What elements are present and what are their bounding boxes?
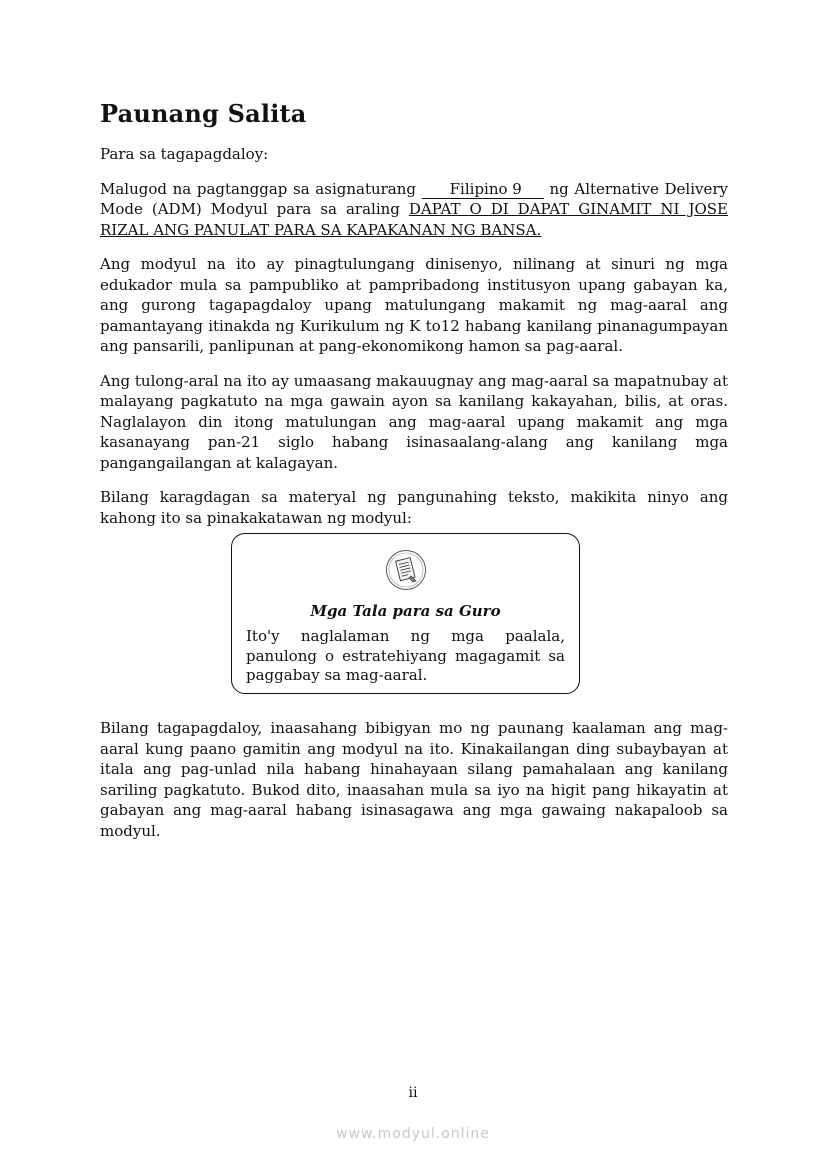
closing-section [100,718,728,855]
paragraph-closing: Bilang tagapagdaloy, inaasahang bibigyan mo ng paunang kaalaman ang mag-aaral kung paano gamitin ang modyul na ito. Kinakailangan ding subaybayan at itala ang pag-unlad nila habang hinahayaan silang pamahalaan ang kanilang sariling pagkatuto. Bukod dito, inaasahan mula sa iyo na higit pang hikayatin at gabayan ang mag-aaral habang isinasagawa ang mga gawaing nakapaloob sa modyul. [100,719,728,840]
page-content [100,98,728,542]
paragraph-intro-box: Bilang karagdagan sa materyal ng pangunahing teksto, makikita ninyo ang kahong ito sa pinakakatawan ng modyul: [100,488,728,527]
teacher-notes-title: Mga Tala para sa Guro [310,602,501,620]
lesson-title: DAPAT O DI DAPAT GINAMIT NI JOSE RIZAL ANG PANULAT PARA SA KAPAKANAN NG BANSA. [100,200,728,239]
welcome-paragraph [100,179,728,241]
welcome-text-before: Malugod na pagtanggap sa asignaturang [100,179,422,198]
salutation: Para sa tagapagdaloy: [100,145,269,163]
paragraph-purpose: Ang tulong-aral na ito ay umaasang makauugnay ang mag-aaral sa mapatnubay at malayang pagkatuto na mga gawain ayon sa kanilang kakayahan, bilis, at oras. Naglalayon din itong matulungan ang mag-aaral upang makamit ang mga kasanayang pan-21 siglo habang isinasaalang-alang ang kanilang mga pangangailangan at kalagayan. [100,371,728,472]
teacher-notes-body: Ito'y naglalaman ng mga paalala, panulong o estratehiyang magagamit sa paggabay sa mag-aaral. [246,627,565,684]
watermark: www.modyul.online [336,1126,490,1142]
notes-icon [385,549,427,591]
paragraph-design: Ang modyul na ito ay pinagtulungang dinisenyo, nilinang at sinuri ng mga edukador mula sa pampubliko at pampribadong institusyon upang gabayan ka, ang gurong tagapagdaloy upang matulungang makamit ng mag-aaral ang pamantayang itinakda ng Kurikulum ng K to12 habang kanilang pinanagumpayan ang pansarili, panlipunan at pang-ekonomikong hamon sa pag-aaral. [100,255,728,355]
page-number: ii [408,1085,418,1101]
welcome-text-middle: ng Alternative Delivery Mode (ADM) Modyul para sa araling [100,179,728,218]
subject-blank: Filipino 9 [422,181,544,199]
teacher-notes-box [231,533,580,694]
page-title: Paunang Salita [100,99,307,128]
